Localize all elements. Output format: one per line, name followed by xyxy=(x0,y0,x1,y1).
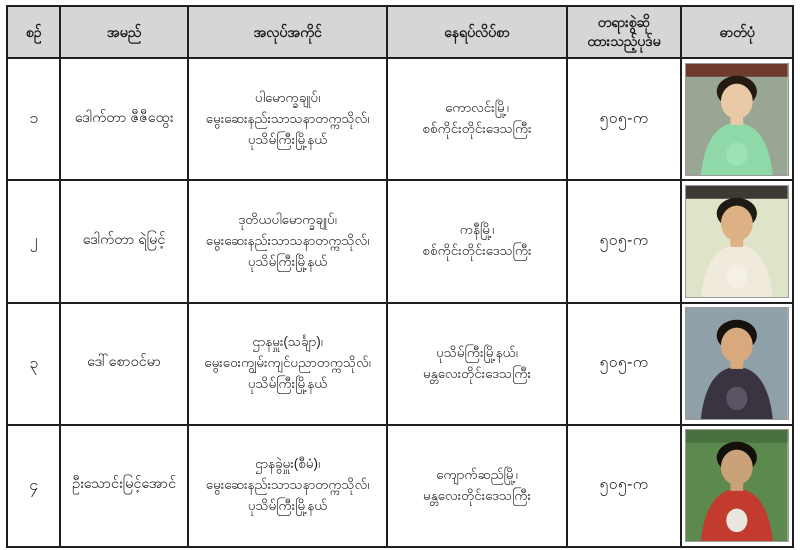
header-section-line2: ထားသည့်ပုဒ်မ xyxy=(587,33,661,49)
shirt-accent xyxy=(727,264,748,288)
person-name: ဒေါ်စောဝင်မာ xyxy=(60,303,187,425)
photo-top-band xyxy=(686,430,788,443)
charged-section: ၅၀၅-က xyxy=(567,425,682,547)
occupation-line: မွေးဝေးကျွမ်းကျင်ပညာတက္ကသိုလ်၊ xyxy=(204,355,371,371)
photo-cell xyxy=(681,58,793,180)
charged-section: ၅၀၅-က xyxy=(567,180,682,302)
row-number: ၄ xyxy=(7,425,60,547)
address-line: ကျောက်ဆည်မြို့၊ xyxy=(436,466,518,482)
header-address: နေရပ်လိပ်စာ xyxy=(387,6,566,58)
row-number: ၃ xyxy=(7,303,60,425)
header-occupation: အလုပ်အကိုင် xyxy=(188,6,388,58)
occupation-line: ဌာနမှူး(သင်္ချာ)၊ xyxy=(252,334,323,350)
charged-persons-table xyxy=(6,5,794,548)
occupation-line: ပုသိမ်ကြီးမြို့နယ် xyxy=(247,498,328,514)
person-head xyxy=(721,206,753,241)
photo-cell xyxy=(681,180,793,302)
header-section xyxy=(567,6,682,58)
header-section-line1: တရားစွဲဆို xyxy=(597,14,651,31)
address-line: ကနီမြို့၊ xyxy=(459,222,495,238)
occupation-line: ဌာနခွဲမှူး(စီမံ)၊ xyxy=(254,456,321,472)
occupation-cell xyxy=(188,180,388,302)
address-cell xyxy=(387,303,566,425)
occupation-line: ပုသိမ်ကြီးမြို့နယ် xyxy=(247,253,328,269)
charged-section: ၅၀၅-က xyxy=(567,58,682,180)
person-name: ဦးသောင်းမြင့်အောင် xyxy=(60,425,187,547)
row-number: ၁ xyxy=(7,58,60,180)
portrait-photo xyxy=(685,307,789,420)
photo-top-band xyxy=(686,186,788,199)
occupation-line: မွေးဆေးနည်းသာသနာတက္ကသိုလ်၊ xyxy=(205,232,370,248)
address-line: စစ်ကိုင်းတိုင်းဒေသကြီး xyxy=(422,243,532,259)
table-row xyxy=(7,58,793,180)
portrait-photo xyxy=(685,63,789,176)
portrait-photo-drawing xyxy=(686,430,788,541)
occupation-cell xyxy=(188,303,388,425)
occupation-line: ပုသိမ်ကြီးမြို့နယ် xyxy=(247,131,328,147)
portrait-photo xyxy=(685,429,789,542)
occupation-line: မွေးဆေးနည်းသာသနာတက္ကသိုလ်၊ xyxy=(205,110,370,126)
photo-cell xyxy=(681,425,793,547)
person-head xyxy=(721,328,753,363)
address-cell xyxy=(387,425,566,547)
table-row xyxy=(7,303,793,425)
address-line: မန္တလေးတိုင်းဒေသကြီး xyxy=(423,487,531,503)
portrait-photo-drawing xyxy=(686,308,788,419)
person-head xyxy=(721,450,753,485)
address-cell xyxy=(387,58,566,180)
person-name: ဒေါက်တာ ဇီဇီထွေး xyxy=(60,58,187,180)
occupation-line: မွေးဆေးနည်းသာသနာတက္ကသိုလ်၊ xyxy=(205,477,370,493)
address-line: ပုသိမ်ကြီးမြို့နယ်၊ xyxy=(436,344,518,360)
occupation-line: ပါမောက္ခချုပ်၊ xyxy=(254,89,321,105)
shirt-accent xyxy=(727,142,748,166)
charged-section: ၅၀၅-က xyxy=(567,303,682,425)
photo-cell xyxy=(681,303,793,425)
address-line: ကောလင်းမြို့၊ xyxy=(445,100,509,116)
occupation-cell xyxy=(188,425,388,547)
header-row xyxy=(7,6,793,58)
person-head xyxy=(721,83,753,118)
portrait-photo xyxy=(685,185,789,298)
address-line: စစ်ကိုင်းတိုင်းဒေသကြီး xyxy=(422,121,532,137)
portrait-photo-drawing xyxy=(686,64,788,175)
address-line: မန္တလေးတိုင်းဒေသကြီး xyxy=(423,365,531,381)
photo-top-band xyxy=(686,308,788,321)
table-row xyxy=(7,180,793,302)
row-number: ၂ xyxy=(7,180,60,302)
header-no: စဉ် xyxy=(7,6,60,58)
table-row xyxy=(7,425,793,547)
header-name: အမည် xyxy=(60,6,187,58)
shirt-accent xyxy=(727,509,748,533)
portrait-photo-drawing xyxy=(686,186,788,297)
photo-top-band xyxy=(686,64,788,77)
shirt-accent xyxy=(727,387,748,411)
address-cell xyxy=(387,180,566,302)
occupation-line: ဒုတိယပါမောက္ခချုပ်၊ xyxy=(238,211,337,227)
header-photo: ဓာတ်ပုံ xyxy=(681,6,793,58)
occupation-cell xyxy=(188,58,388,180)
person-name: ဒေါက်တာ ရဲမြင့် xyxy=(60,180,187,302)
occupation-line: ပုသိမ်ကြီးမြို့နယ် xyxy=(247,376,328,392)
